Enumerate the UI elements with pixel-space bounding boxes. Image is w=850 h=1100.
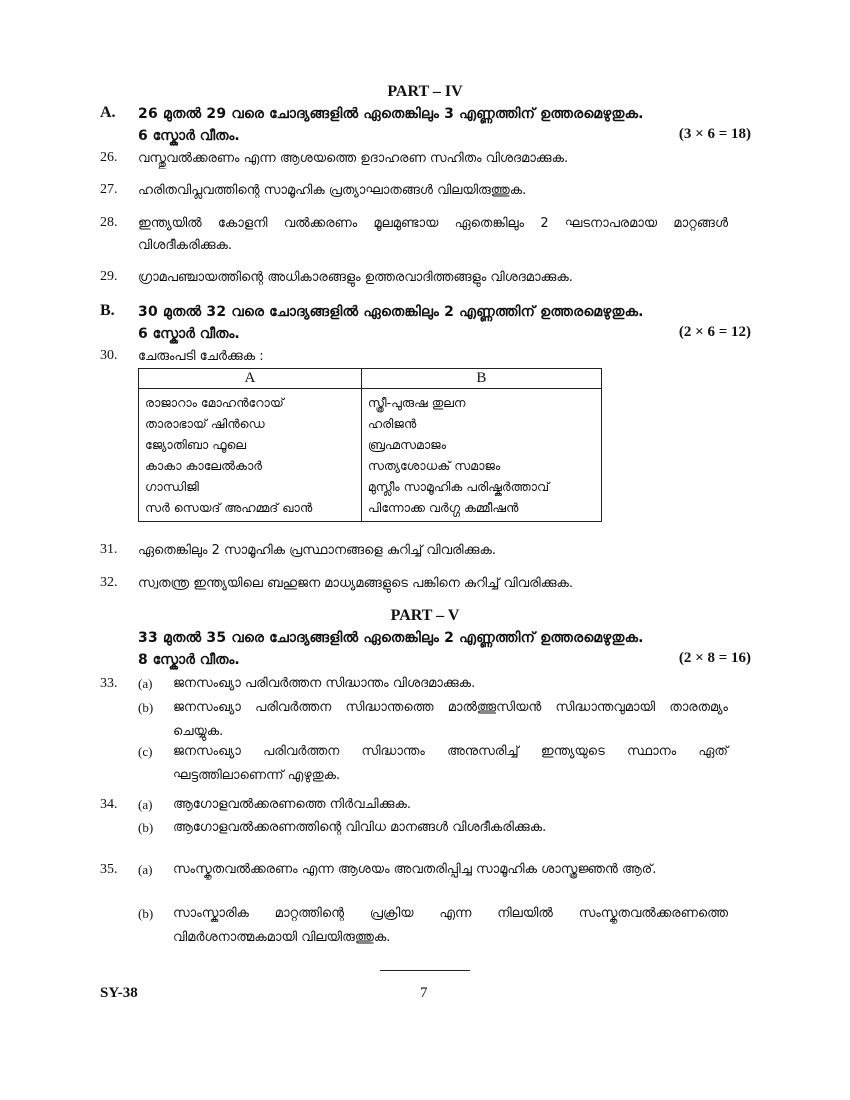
table-cell-b: ബ്രഹ്മസമാജം [361,434,601,455]
question-33b-text: ജനസംഖ്യാ പരിവർത്തന സിദ്ധാന്തത്തെ മാൽത്തൂസിയൻ സിദ്ധാന്തവുമായി താരതമ്യം ചെയ്യുക. [173,700,728,739]
table-cell-a: താരാഭായ് ഷിൻഡെ [139,413,362,434]
question-number: 28. [100,215,118,230]
table-cell-b: സത്യശോധക് സമാജം [361,455,601,476]
question-34b-text: ആഗോളവൽക്കരണത്തിന്റെ വിവിധ മാനങ്ങൾ വിശദീകരിക്കുക. [173,820,547,835]
table-row [139,434,602,455]
table-row [139,389,602,414]
part-v-instruction: 33 മുതൽ 35 വരെ ചോദ്യങ്ങളിൽ ഏതെങ്കിലും 2 എണ്ണത്തിന് ഉത്തരമെഴുതുക. [138,630,644,646]
question-number: 33. [100,676,118,691]
question-35b-text: സാംസ്കാരിക മാറ്റത്തിന്റെ പ്രക്രിയ എന്ന നിലയിൽ സംസ്കൃതവൽക്കരണത്തെ വിമർശനാത്മകമായി വിലയിരുത്തുക. [173,906,728,945]
match-table [138,368,602,522]
table-row [139,476,602,497]
question-number: 29. [100,269,118,284]
section-b-letter: B. [100,302,115,319]
table-cell-b: മുസ്ലീം സാമൂഹിക പരിഷ്കർത്താവ് [361,476,601,497]
table-cell-a: സർ സെയദ് അഹമ്മദ് ഖാൻ [139,497,362,522]
part-v-marks-note: 8 സ്കോർ വീതം. [138,652,240,668]
question-number: 27. [100,182,118,197]
question-32-text: സ്വതന്ത്ര ഇന്ത്യയിലെ ബഹുജന മാധ്യമങ്ങളുടെ പങ്കിനെ കുറിച്ച് വിവരിക്കുക. [138,576,574,591]
question-33a-text: ജനസംഖ്യാ പരിവർത്തന സിദ്ധാന്തം വിശദമാക്കുക. [173,676,476,691]
part-v-title: PART – V [390,607,460,624]
table-row [139,455,602,476]
question-30-text: ചേരുംപടി ചേർക്കുക : [138,349,264,364]
subquestion-label: (c) [138,744,153,759]
table-cell-a: ഗാന്ധിജി [139,476,362,497]
question-33c-text: ജനസംഖ്യാ പരിവർത്തന സിദ്ധാന്തം അനുസരിച്ച് ഇന്ത്യയുടെ സ്ഥാനം ഏത് ഘട്ടത്തിലാണെന്ന് എഴുതുക. [173,744,728,783]
subquestion-label: (a) [138,797,153,812]
question-31-text: ഏതെങ്കിലും 2 സാമൂഹിക പ്രസ്ഥാനങ്ങളെ കുറിച്ച് വിവരിക്കുക. [138,543,496,558]
paper-code: SY-38 [100,985,138,1001]
table-cell-a: ജ്യോതിബാ ഫൂലെ [139,434,362,455]
subquestion-label: (b) [138,820,154,835]
question-number: 35. [100,862,118,877]
question-27-text: ഹരിതവിപ്ലവത്തിന്റെ സാമൂഹിക പ്രത്യാഘാതങ്ങൾ വിലയിരുത്തുക. [138,183,527,198]
subquestion-label: (a) [138,676,153,691]
question-number: 26. [100,150,118,165]
question-34a-text: ആഗോളവൽക്കരണത്തെ നിർവചിക്കുക. [173,797,411,812]
table-cell-b: സ്ത്രീ-പുരുഷ തുലന [361,389,601,414]
table-cell-b: ഹരിജൻ [361,413,601,434]
question-number: 32. [100,575,118,590]
subquestion-label: (b) [138,700,154,715]
section-b-marks-formula: (2 × 6 = 12) [678,324,751,340]
part-iv-title: PART – IV [387,83,463,100]
end-divider [380,970,470,971]
column-b-header: B [361,369,601,389]
section-a-letter: A. [100,104,116,121]
section-a-marks-note: 6 സ്കോർ വീതം. [138,128,240,144]
table-cell-a: രാജാറാം മോഹൻറോയ് [139,389,362,414]
table-cell-a: കാകാ കാലേൽകാർ [139,455,362,476]
page-number: 7 [420,985,428,1001]
section-b-marks-note: 6 സ്കോർ വീതം. [138,326,240,342]
section-b-instruction: 30 മുതൽ 32 വരെ ചോദ്യങ്ങളിൽ ഏതെങ്കിലും 2 എണ്ണത്തിന് ഉത്തരമെഴുതുക. [138,304,644,320]
part-v-marks-formula: (2 × 8 = 16) [678,650,751,666]
question-29-text: ഗ്രാമപഞ്ചായത്തിന്റെ അധികാരങ്ങളും ഉത്തരവാദിത്തങ്ങളും വിശദമാക്കുക. [138,270,573,285]
question-number: 30. [100,348,118,363]
question-28-text: ഇന്ത്യയിൽ കോളനി വൽക്കരണം മൂലമുണ്ടായ ഏതെങ്കിലും 2 ഘടനാപരമായ മാറ്റങ്ങൾ വിശദീകരിക്കുക. [138,216,728,253]
section-a-instruction: 26 മുതൽ 29 വരെ ചോദ്യങ്ങളിൽ ഏതെങ്കിലും 3 എണ്ണത്തിന് ഉത്തരമെഴുതുക. [138,106,644,122]
table-cell-b: പിന്നോക്ക വർഗ്ഗ കമ്മീഷൻ [361,497,601,522]
question-number: 34. [100,797,118,812]
subquestion-label: (a) [138,862,153,877]
question-35a-text: സംസ്കൃതവൽക്കരണം എന്ന ആശയം അവതരിപ്പിച്ച സാമൂഹിക ശാസ്ത്രജ്ഞൻ ആര്. [173,862,657,877]
question-number: 31. [100,542,118,557]
table-row [139,497,602,522]
subquestion-label: (b) [138,906,154,921]
section-a-marks-formula: (3 × 6 = 18) [678,126,751,142]
column-a-header: A [139,369,362,389]
table-row [139,413,602,434]
question-26-text: വസ്തുവൽക്കരണം എന്ന ആശയത്തെ ഉദാഹരണ സഹിതം വിശദമാക്കുക. [138,151,569,166]
